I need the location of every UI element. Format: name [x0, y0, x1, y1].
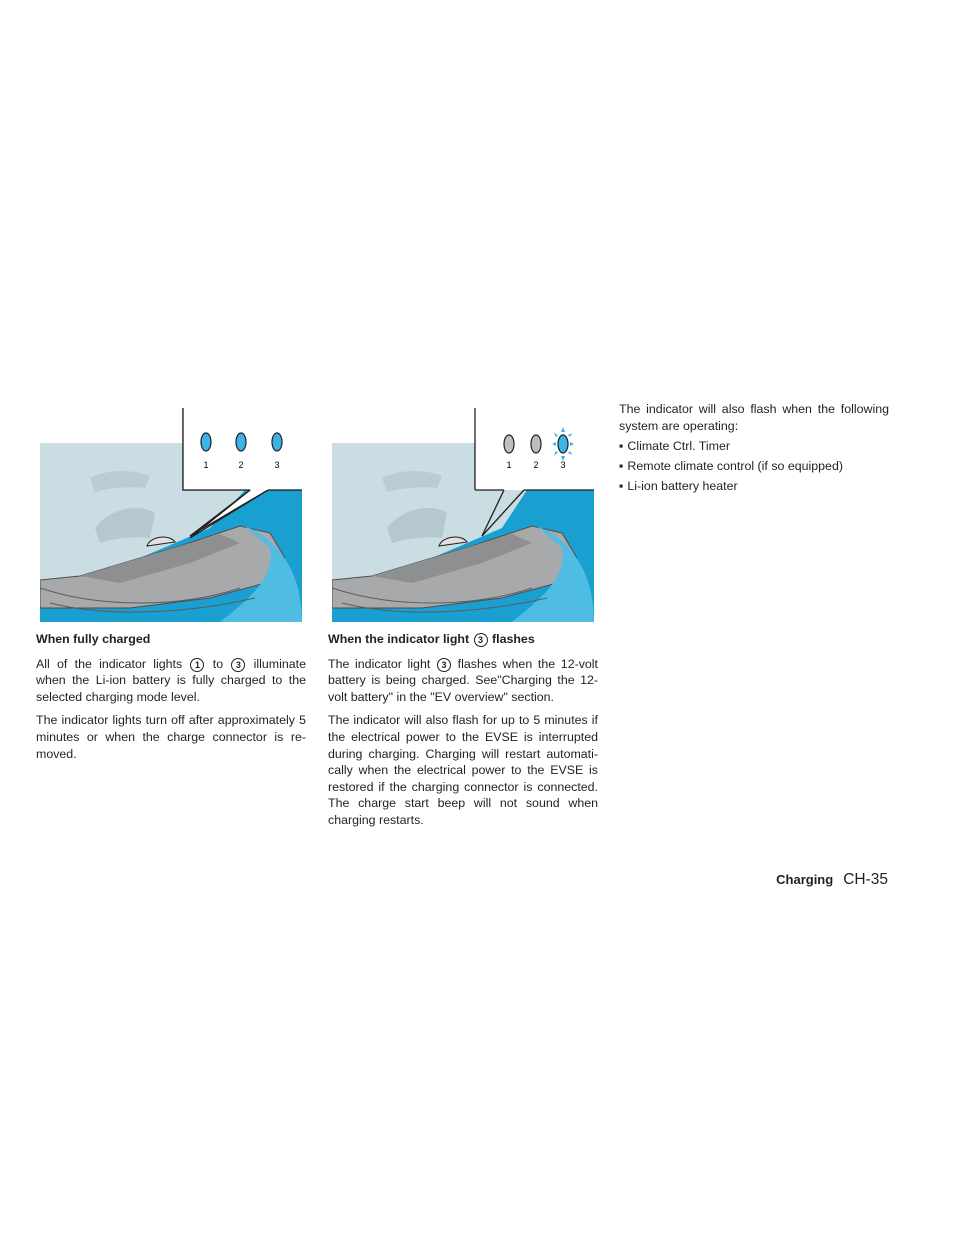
column-light-3-flashes — [328, 631, 598, 836]
indicator-light-3 — [272, 433, 282, 451]
section-heading: When fully charged — [36, 632, 151, 646]
paragraph: The indicator will also flash when the following system are operating: — [619, 402, 889, 433]
paragraph: The indicator light 3 flashes when the 12-volt battery is being charged. See"Charging the 12-volt battery" in the "EV overview" section. — [328, 656, 598, 704]
indicator-light-2 — [236, 433, 246, 451]
indicator-light-2 — [531, 435, 541, 453]
list-item: ▪ Climate Ctrl. Timer — [619, 439, 730, 454]
light-label-1: 1 — [506, 460, 512, 470]
light-label-2: 2 — [238, 460, 244, 470]
callout-number: 3 — [474, 633, 488, 647]
indicator-light-1 — [504, 435, 514, 453]
light-label-3: 3 — [274, 460, 280, 470]
callout-number: 1 — [190, 658, 204, 672]
list-item: ▪ Remote climate control (if so equipped) — [619, 459, 843, 474]
page-number: CH-35 — [843, 871, 888, 888]
bullet-list — [619, 438, 889, 495]
light-label-3: 3 — [560, 460, 566, 470]
callout-number: 3 — [437, 658, 451, 672]
column-other-systems — [619, 401, 889, 498]
list-item: ▪ Li-ion battery heater — [619, 479, 738, 494]
light-label-2: 2 — [533, 460, 539, 470]
figure-light-3-flashes — [332, 408, 594, 622]
paragraph: The indicator will also flash for up to 5 minutes if the electrical power to the EVSE is interrupted during charging. Charging will restart automati-cally when the electrical power to the EVSE is restored if the charging connector is connected. The charge start beep will not sound when charging restarts. — [328, 713, 598, 827]
paragraph: All of the indicator lights 1 to 3 illuminate when the Li-ion battery is fully charged to the selected charging mode level. — [36, 656, 306, 704]
callout-number: 3 — [231, 658, 245, 672]
page-footer — [776, 871, 888, 889]
indicator-light-3 — [558, 435, 568, 453]
figure-fully-charged — [40, 408, 302, 622]
light-label-1: 1 — [203, 460, 209, 470]
section-heading: When the indicator light 3 flashes — [328, 632, 535, 646]
paragraph: The indicator lights turn off after approximately 5 minutes or when the charge connector is re-moved. — [36, 713, 306, 761]
indicator-light-1 — [201, 433, 211, 451]
section-name: Charging — [776, 872, 834, 887]
column-fully-charged — [36, 631, 306, 769]
